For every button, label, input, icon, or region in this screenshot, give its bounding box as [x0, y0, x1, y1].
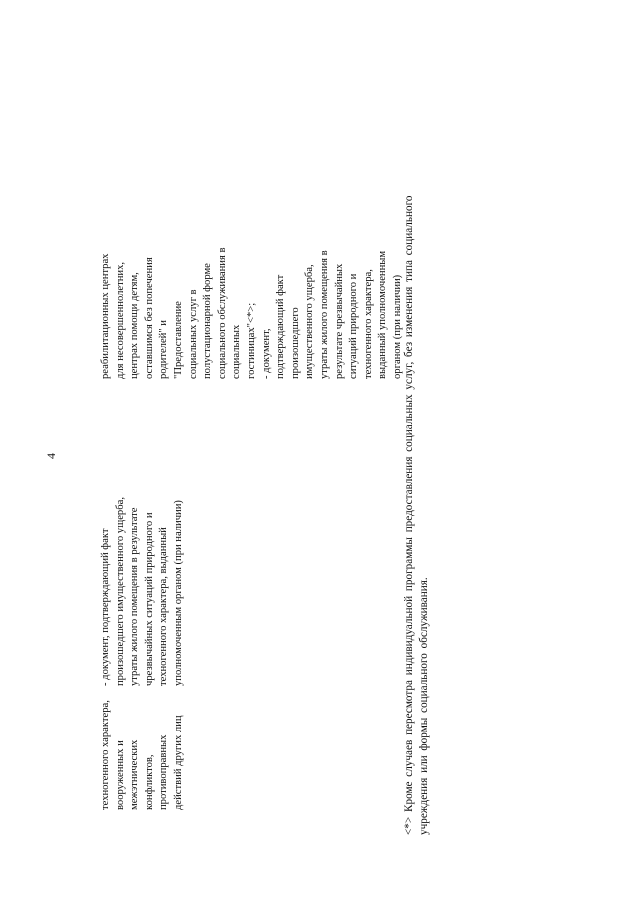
- cell-line: произошедшего имущественного ущерба,: [114, 497, 126, 686]
- cell-line: техногенного характера,: [362, 269, 374, 379]
- cell-line: социальных услуг в: [187, 289, 199, 379]
- cell-line: "Предоставление: [172, 301, 184, 379]
- cell-line: результате чрезвычайных: [333, 263, 345, 379]
- cell-line: имущественного ущерба,: [304, 264, 316, 379]
- cell-line: утраты жилого помещения в: [318, 250, 330, 379]
- cell-line: органом (при наличии): [391, 274, 403, 379]
- table-cell-situation: [99, 700, 187, 810]
- cell-line: вооруженных и: [114, 740, 126, 810]
- cell-line: ситуаций природного и: [348, 273, 360, 379]
- cell-line: чрезвычайных ситуаций природного и: [143, 512, 155, 686]
- cell-line: социальных: [231, 324, 243, 379]
- cell-line: гостиницах"<*>;: [245, 302, 257, 379]
- cell-line: для несовершеннолетних,: [114, 261, 126, 379]
- cell-line: выданный уполномоченным: [377, 250, 389, 379]
- cell-line: родителей" и: [158, 320, 170, 379]
- page-number: 4: [44, 453, 58, 459]
- cell-line: произошедшего: [289, 307, 301, 379]
- cell-line: действий других лиц: [172, 715, 184, 810]
- cell-line: реабилитационных центрах: [100, 253, 111, 379]
- cell-line: оставшимся без попечения: [143, 257, 155, 379]
- footnote-line: <*> Кроме случаев пересмотра индивидуальной программы предоставления социальных услуг, без изменения типа социального: [403, 195, 415, 835]
- cell-line: утраты жилого помещения в результате: [129, 507, 141, 686]
- footnote: [402, 75, 432, 835]
- footnote-line: учреждения или формы социального обслуживания.: [417, 577, 430, 835]
- cell-line: противоправных: [158, 734, 170, 810]
- cell-line: центрах помощи детям,: [129, 272, 141, 379]
- cell-line: конфликтов,: [143, 754, 155, 810]
- cell-line: техногенного характера,: [100, 700, 111, 810]
- cell-line: социального обслуживания в: [216, 247, 228, 379]
- cell-line: - документ, подтверждающий факт: [100, 528, 111, 686]
- cell-line: уполномоченным органом (при наличии): [172, 500, 184, 686]
- cell-line: межэтнических: [129, 739, 141, 810]
- table-cell-services: [99, 248, 405, 380]
- cell-line: подтверждающий факт: [275, 274, 287, 379]
- cell-line: техногенного характера, выданный: [158, 527, 170, 686]
- cell-line: полустационарной форме: [202, 263, 214, 379]
- table-cell-documents: [99, 497, 187, 686]
- cell-line: - документ,: [260, 328, 272, 379]
